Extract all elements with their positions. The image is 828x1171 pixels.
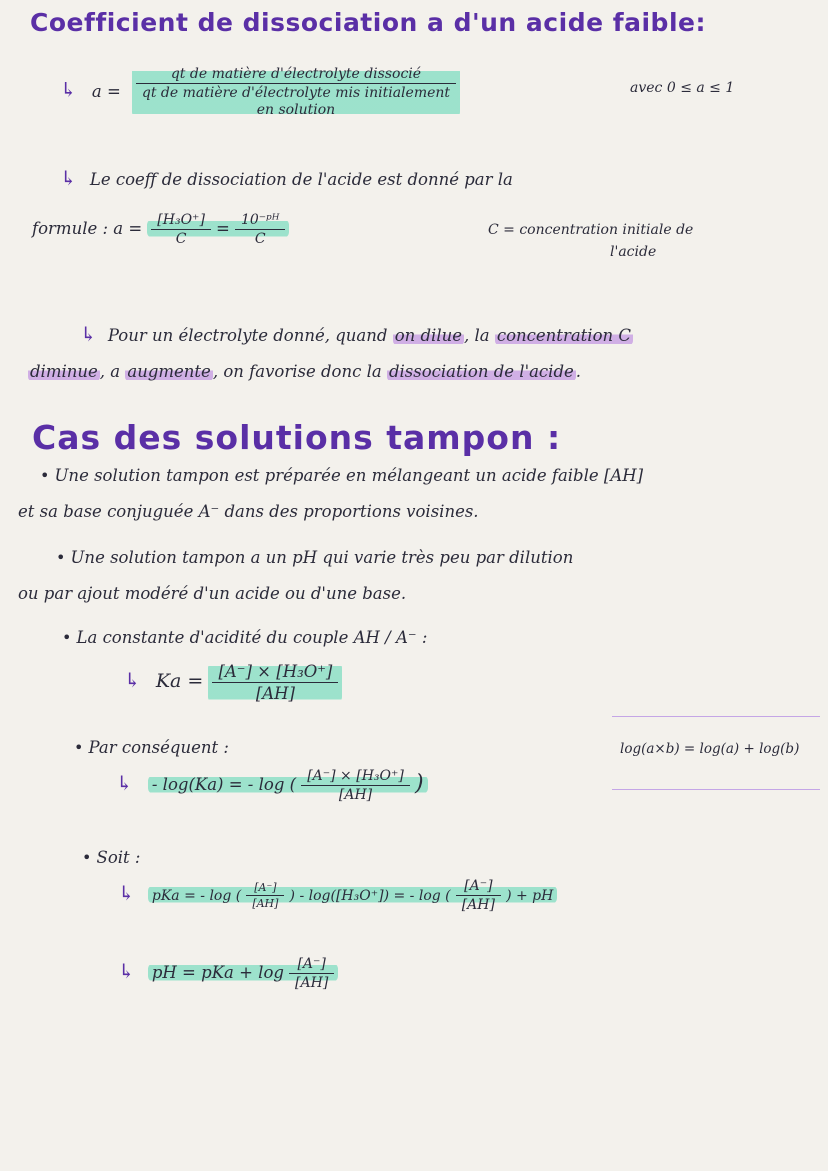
formula-fraction-2 [235, 212, 286, 247]
dilution-text: , on favorise donc la [212, 362, 387, 381]
dilution-text: Pour un électrolyte donné, quand [107, 326, 393, 345]
log-denominator: [AH] [338, 787, 373, 803]
bullet-icon: • [82, 848, 92, 867]
bullet-icon: • [40, 466, 50, 485]
section-title-dissociation: Coefficient de dissociation a d'un acide faible: [30, 8, 706, 37]
dilution-highlight: dissociation de l'acide [388, 362, 574, 381]
pka-part-b: ) - log([H₃O⁺]) = - log ( [289, 888, 451, 904]
pka-den-2: [AH] [461, 897, 495, 913]
formula-label: formule : a = [32, 219, 143, 238]
pka-highlight [148, 878, 557, 913]
bullet-2-line-2: ou par ajout modéré d'un acide ou d'une base. [18, 584, 407, 603]
log-rule-note [612, 716, 820, 790]
dilution-line-1 [80, 322, 633, 346]
formula-num-2: 10⁻ᵖᴴ [235, 212, 286, 230]
pka-den-1: [AH] [252, 897, 279, 910]
definition-line [60, 66, 460, 118]
dilution-highlight: on dilue [394, 326, 463, 345]
bullet-4 [74, 738, 229, 757]
range-text: avec 0 ≤ a ≤ 1 [630, 80, 735, 96]
log-close: ) [414, 771, 424, 796]
bullet-text: Une solution tampon est préparée en mélangeant un acide faible [AH] [54, 466, 644, 485]
formula-fraction-1 [151, 212, 211, 247]
bullet-text: La constante d'acidité du couple AH / A⁻ : [76, 628, 428, 647]
ka-numerator: [A⁻] × [H₃O⁺] [212, 662, 338, 683]
formula-line [32, 212, 289, 247]
def-denominator: qt de matière d'électrolyte mis initialement [141, 85, 451, 101]
bullet-3 [62, 628, 427, 647]
ka-label: Ka = [155, 670, 204, 692]
bullet-icon: • [56, 548, 66, 567]
ph-fraction [289, 956, 334, 991]
def-fraction [132, 66, 460, 118]
formula-highlight [147, 212, 289, 247]
dilution-highlight: diminue [30, 362, 98, 381]
pka-fraction-1 [246, 881, 284, 910]
bullet-2 [56, 548, 573, 567]
ph-label: pH = pKa + log [151, 963, 284, 982]
formula-den-1: C [175, 231, 187, 247]
ka-denominator: [AH] [255, 684, 295, 703]
ka-fraction [208, 662, 342, 703]
bullet-icon: • [74, 738, 84, 757]
c-definition: C = concentration initiale de [488, 222, 694, 238]
bullet-5 [82, 848, 140, 867]
bullet-icon: • [62, 628, 72, 647]
def-label: a = [91, 81, 121, 101]
def-denominator-2: en solution [256, 102, 336, 118]
bullet-text: Une solution tampon a un pH qui varie très peu par dilution [70, 548, 574, 567]
dilution-text: , a [99, 362, 126, 381]
bullet-1 [40, 466, 643, 485]
def-numerator: qt de matière d'électrolyte dissocié [136, 66, 456, 84]
dilution-highlight: concentration C [496, 326, 632, 345]
section-title-buffer: Cas des solutions tampon : [32, 418, 562, 457]
arrow-icon: ↳ [116, 771, 133, 795]
pka-part-a: pKa = - log ( [151, 888, 242, 904]
dilution-highlight: augmente [127, 362, 211, 381]
pka-num-2: [A⁻] [456, 878, 501, 896]
dilution-text: , la [464, 326, 495, 345]
pka-part-c: ) + pH [506, 888, 554, 904]
formula-den-2: C [254, 231, 266, 247]
arrow-icon: ↳ [118, 881, 135, 905]
arrow-icon: ↳ [118, 959, 135, 983]
arrow-icon: ↳ [60, 166, 77, 190]
log-rule-text: log(a×b) = log(a) + log(b) [620, 741, 800, 757]
dilution-line-2 [28, 362, 581, 381]
ph-line [118, 956, 338, 991]
log-line [116, 768, 428, 803]
log-highlight [148, 768, 428, 803]
formula-equals: = [216, 219, 230, 238]
pka-num-1: [A⁻] [246, 881, 284, 896]
pka-fraction-2 [456, 878, 501, 913]
ph-numerator: [A⁻] [289, 956, 334, 974]
ph-highlight [148, 956, 338, 991]
formula-intro-line [60, 166, 513, 190]
ph-denominator: [AH] [295, 975, 329, 991]
formula-intro: Le coeff de dissociation de l'acide est donné par la [89, 170, 513, 189]
log-label: - log(Ka) = - log ( [151, 775, 297, 794]
log-numerator: [A⁻] × [H₃O⁺] [301, 768, 410, 786]
arrow-icon: ↳ [60, 77, 77, 102]
bullet-1-line-2: et sa base conjuguée A⁻ dans des proportions voisines. [18, 502, 479, 521]
ka-line [124, 662, 342, 703]
pka-line [118, 878, 557, 913]
formula-num-1: [H₃O⁺] [151, 212, 211, 230]
arrow-icon: ↳ [80, 322, 97, 346]
dilution-text: . [575, 362, 582, 381]
c-definition-2: l'acide [610, 244, 657, 260]
log-fraction [301, 768, 410, 803]
bullet-text: Soit : [96, 848, 141, 867]
arrow-icon: ↳ [124, 668, 141, 692]
bullet-text: Par conséquent : [88, 738, 229, 757]
